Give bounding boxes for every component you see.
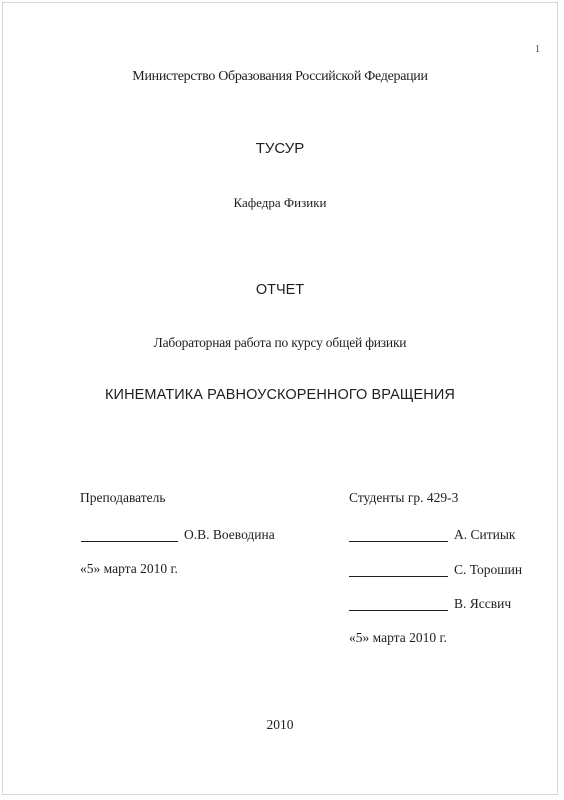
student-name: В. Яссвич: [454, 596, 512, 611]
student-signature-line: [349, 576, 448, 577]
student-signature-line: [349, 541, 448, 542]
student-name: С. Торошин: [454, 562, 523, 577]
teacher-heading: Преподаватель: [80, 490, 166, 505]
course-description: Лабораторная работа по курсу общей физики: [153, 335, 407, 350]
ministry-heading: Министерство Образования Российской Федерации: [132, 69, 428, 84]
department-name: Кафедра Физики: [233, 195, 327, 210]
students-date: «5» марта 2010 г.: [349, 630, 447, 645]
teacher-signature-line: [81, 541, 178, 542]
student-name: А. Ситиык: [454, 527, 516, 542]
students-heading: Студенты гр. 429-3: [349, 490, 459, 505]
teacher-date: «5» марта 2010 г.: [80, 561, 178, 576]
report-label: ОТЧЕТ: [255, 282, 305, 298]
year: 2010: [266, 717, 294, 732]
student-signature-line: [349, 610, 448, 611]
page-number: 1: [535, 44, 540, 55]
university-name: ТУСУР: [255, 140, 305, 157]
report-title: КИНЕМАТИКА РАВНОУСКОРЕННОГО ВРАЩЕНИЯ: [105, 387, 455, 403]
document-page: [2, 2, 558, 795]
teacher-name: О.В. Воеводина: [184, 527, 275, 542]
